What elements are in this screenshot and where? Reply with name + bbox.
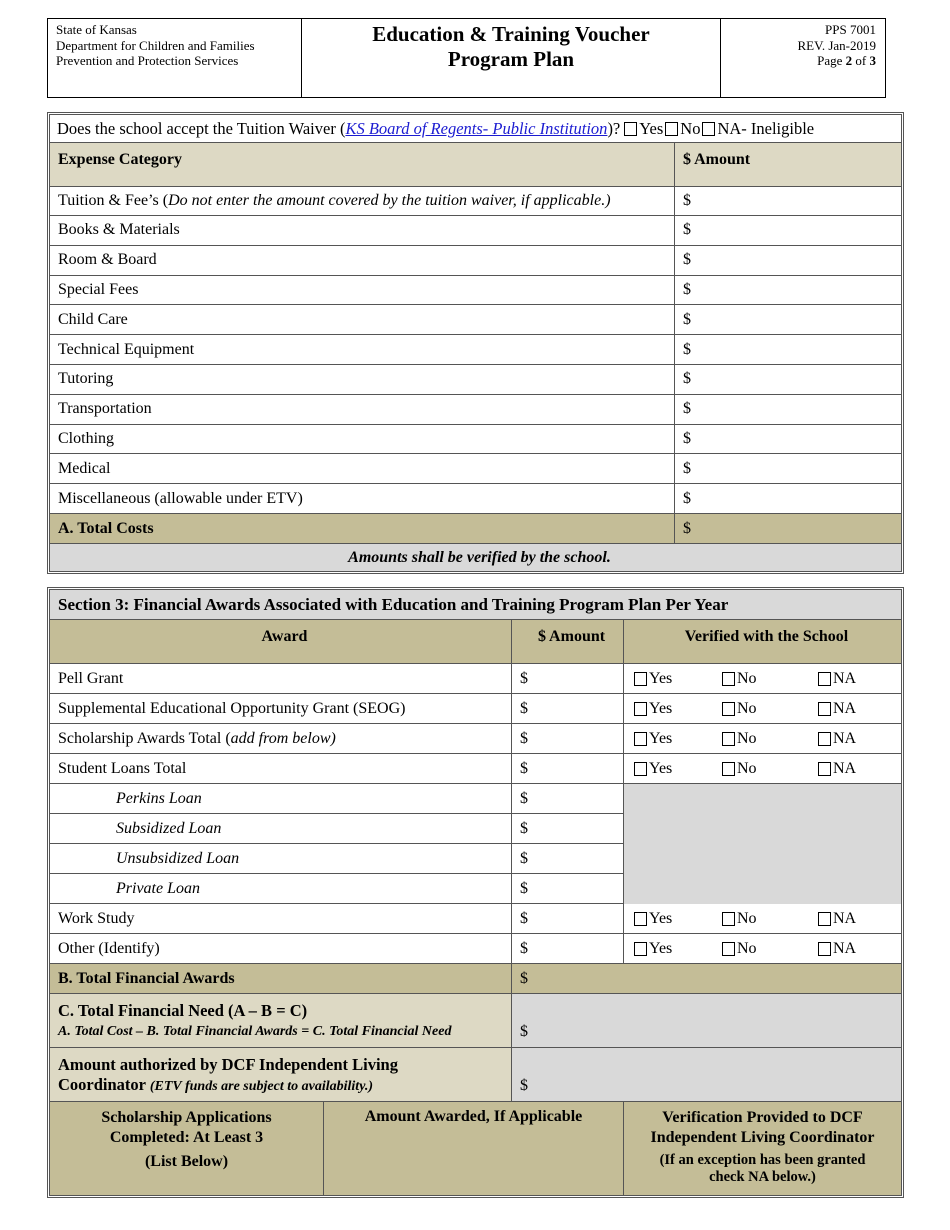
total-awards-field[interactable]: $: [511, 964, 623, 993]
verified-no-checkbox[interactable]: [722, 732, 735, 746]
awards-header-row: [50, 620, 901, 664]
verified-cell: [623, 934, 901, 963]
total-need-field[interactable]: $: [511, 994, 901, 1047]
verified-na-checkbox[interactable]: [818, 912, 831, 926]
authorized-line2: [58, 1075, 373, 1095]
verified-na-option: [818, 754, 856, 783]
verified-na-label: NA: [833, 669, 857, 687]
verified-yes-checkbox[interactable]: [634, 762, 647, 776]
expense-amount-field[interactable]: $: [674, 395, 901, 424]
award-amount-field[interactable]: $: [511, 844, 623, 874]
total-costs-field[interactable]: $: [674, 514, 901, 543]
waiver-na-checkbox[interactable]: [702, 122, 715, 136]
sch-col1-line2: Completed: At Least 3: [109, 1129, 264, 1146]
page-of: of: [852, 53, 870, 68]
form-meta: [721, 19, 885, 97]
title-line: Program Plan: [447, 47, 575, 71]
award-label: Perkins Loan: [50, 784, 511, 814]
verified-no-checkbox[interactable]: [722, 672, 735, 686]
verified-yes-label: Yes: [649, 909, 673, 927]
award-row-seog: [50, 694, 901, 724]
verified-na-option: [818, 724, 856, 753]
scholarship-header-row: [50, 1102, 901, 1195]
verified-no-option: [722, 754, 757, 783]
award-amount-field[interactable]: $: [511, 664, 623, 694]
award-row-other-identify: [50, 934, 901, 964]
award-label: Subsidized Loan: [50, 814, 511, 844]
award-label: Other (Identify): [50, 934, 511, 964]
verified-header: Verified with the School: [623, 620, 901, 663]
title-line: Education & Training Voucher: [372, 22, 650, 46]
verified-yes-checkbox[interactable]: [634, 912, 647, 926]
award-row-work-study: [50, 904, 901, 934]
verify-note-row: [50, 544, 901, 571]
authorized-label: [50, 1048, 511, 1101]
verify-note: Amounts shall be verified by the school.: [348, 548, 611, 566]
verified-yes-label: Yes: [649, 759, 673, 777]
need-title: C. Total Financial Need (A – B = C): [58, 1001, 308, 1020]
expense-row-tuition: [50, 187, 901, 216]
sch-col1-line1: Scholarship Applications: [101, 1109, 272, 1126]
verified-no-checkbox[interactable]: [722, 912, 735, 926]
expense-amount-field[interactable]: $: [674, 216, 901, 245]
scholarship-note: add from below): [230, 729, 336, 747]
verified-na-checkbox[interactable]: [818, 702, 831, 716]
expense-row: [50, 425, 901, 455]
waiver-no-checkbox[interactable]: [665, 122, 678, 136]
expense-row: [50, 365, 901, 395]
verified-na-label: NA: [833, 699, 857, 717]
verified-yes-label: Yes: [649, 669, 673, 687]
expense-amount-field[interactable]: $: [674, 425, 901, 454]
verified-cell: [623, 724, 901, 753]
authorized-note: (ETV funds are subject to availability.): [149, 1078, 374, 1094]
total-need-row: [50, 994, 901, 1048]
verified-no-option: [722, 664, 757, 693]
verified-na-label: NA: [833, 759, 857, 777]
award-row-pell-grant: [50, 664, 901, 694]
total-costs-row: [50, 514, 901, 544]
authorized-line1: Amount authorized by DCF Independent Living: [58, 1054, 398, 1074]
verified-no-checkbox[interactable]: [722, 942, 735, 956]
verified-na-checkbox[interactable]: [818, 732, 831, 746]
expense-amount-header: $ Amount: [674, 143, 901, 186]
verified-no-option: [722, 694, 757, 723]
verified-no-checkbox[interactable]: [722, 762, 735, 776]
expense-header-row: [50, 143, 901, 187]
award-label: Supplemental Educational Opportunity Grant (SEOG): [50, 694, 511, 724]
total-awards-empty: [623, 964, 901, 993]
scholarship-apps-header: [50, 1102, 323, 1195]
verified-na-label: NA: [833, 939, 857, 957]
waiver-no-label: No: [680, 118, 701, 138]
award-header: Award: [261, 628, 308, 645]
expense-label: Room & Board: [58, 251, 157, 269]
form-title: [302, 19, 721, 97]
award-amount-field[interactable]: $: [511, 754, 623, 784]
verified-cell: [623, 754, 901, 783]
award-amount-field[interactable]: $: [511, 904, 623, 934]
sch-col1-line3: (List Below): [144, 1153, 229, 1170]
tuition-note: Do not enter the amount covered by the tuition waiver, if applicable.): [168, 192, 611, 209]
verified-cell: [623, 694, 901, 723]
verified-yes-option: [634, 754, 672, 783]
scholarship-label-text: Scholarship Awards Total (: [58, 729, 231, 747]
question-suffix: )?: [607, 118, 621, 138]
verified-yes-option: [634, 694, 672, 723]
waiver-na-label: NA- Ineligible: [717, 118, 815, 138]
authorized-row: [50, 1048, 901, 1102]
verified-na-option: [818, 904, 856, 933]
verified-na-option: [818, 694, 856, 723]
award-row-student-loans-total: [50, 754, 901, 784]
expense-row: [50, 335, 901, 365]
award-amount-field[interactable]: $: [511, 694, 623, 724]
waiver-yes-checkbox[interactable]: [624, 122, 637, 136]
expense-amount-field[interactable]: $: [674, 305, 901, 334]
expense-row: [50, 395, 901, 425]
verified-no-label: No: [737, 759, 757, 777]
tuition-amount-field[interactable]: $: [674, 187, 901, 215]
expense-label: Technical Equipment: [58, 340, 195, 358]
question-text: Does the school accept the Tuition Waiver (: [57, 118, 346, 138]
expense-category-header: Expense Category: [58, 151, 182, 168]
agency-line: Department for Children and Families: [56, 37, 255, 53]
page-prefix: Page: [817, 53, 846, 68]
verified-no-label: No: [737, 729, 757, 747]
verified-na-checkbox[interactable]: [818, 762, 831, 776]
verified-no-option: [722, 724, 757, 753]
award-amount-field[interactable]: $: [511, 724, 623, 754]
verified-no-option: [722, 904, 757, 933]
verified-no-label: No: [737, 699, 757, 717]
total-awards-label: B. Total Financial Awards: [58, 969, 235, 987]
verified-na-label: NA: [833, 909, 857, 927]
verified-yes-option: [634, 904, 672, 933]
sch-col3-line3: (If an exception has been granted: [659, 1152, 866, 1168]
award-label: Private Loan: [50, 874, 511, 904]
award-label: Student Loans Total: [50, 754, 511, 784]
page-number: 2: [845, 53, 853, 68]
expense-row: [50, 276, 901, 306]
award-amount-header: $ Amount: [511, 620, 623, 663]
total-awards-row: [50, 964, 901, 994]
revision-date: REV. Jan-2019: [797, 37, 876, 53]
verified-no-checkbox[interactable]: [722, 702, 735, 716]
authorized-amount-field[interactable]: $: [511, 1048, 901, 1101]
verified-yes-label: Yes: [649, 939, 673, 957]
verified-yes-checkbox[interactable]: [634, 672, 647, 686]
total-costs-label: A. Total Costs: [58, 519, 154, 537]
verified-yes-label: Yes: [649, 699, 673, 717]
expense-row: [50, 484, 901, 514]
expense-amount-field[interactable]: $: [674, 276, 901, 305]
tuition-waiver-question: [50, 115, 901, 142]
verified-na-checkbox[interactable]: [818, 942, 831, 956]
award-amount-field[interactable]: $: [511, 874, 623, 904]
expense-label: Miscellaneous (allowable under ETV): [58, 489, 303, 507]
verified-na-checkbox[interactable]: [818, 672, 831, 686]
expense-amount-field[interactable]: $: [674, 365, 901, 394]
need-formula: A. Total Cost – B. Total Financial Awards = C. Total Financial Need: [58, 1024, 452, 1039]
page-indicator: [721, 53, 876, 69]
expense-amount-field[interactable]: $: [674, 335, 901, 364]
verified-yes-label: Yes: [649, 729, 673, 747]
form-header: [47, 18, 886, 98]
tuition-waiver-row: [50, 115, 901, 143]
agency-block: [48, 19, 302, 97]
expense-label: Medical: [58, 459, 111, 477]
verified-na-label: NA: [833, 729, 857, 747]
expense-row: [50, 216, 901, 246]
sch-col3-line4: check NA below.): [709, 1169, 816, 1185]
amount-awarded-header: Amount Awarded, If Applicable: [323, 1102, 623, 1195]
expense-label: Transportation: [58, 400, 152, 418]
agency-line: Prevention and Protection Services: [56, 53, 239, 68]
verified-yes-option: [634, 724, 672, 753]
verification-header: [623, 1102, 901, 1195]
section3-title: Section 3: Financial Awards Associated with Education and Training Program Plan Per Year: [58, 594, 729, 614]
verified-na-option: [818, 664, 856, 693]
expense-row: [50, 305, 901, 335]
verified-yes-option: [634, 934, 672, 963]
verified-na-option: [818, 934, 856, 963]
agency-line: State of Kansas: [56, 22, 137, 37]
award-label: Unsubsidized Loan: [50, 844, 511, 874]
award-amount-field[interactable]: $: [511, 814, 623, 844]
expense-amount-field[interactable]: $: [674, 454, 901, 483]
verified-cell: [623, 904, 901, 933]
sch-col3-line2: Independent Living Coordinator: [650, 1129, 875, 1146]
total-need-label: [50, 994, 511, 1047]
verified-no-label: No: [737, 909, 757, 927]
award-amount-field[interactable]: $: [511, 934, 623, 964]
expense-row: [50, 246, 901, 276]
waiver-yes-label: Yes: [639, 118, 664, 138]
verified-yes-checkbox[interactable]: [634, 732, 647, 746]
award-label: [50, 724, 511, 754]
verified-no-label: No: [737, 939, 757, 957]
expense-label: Special Fees: [58, 280, 139, 298]
verified-yes-option: [634, 664, 672, 693]
loan-subrows-shade: [623, 784, 901, 904]
expense-label: Books & Materials: [58, 221, 180, 239]
verified-yes-checkbox[interactable]: [634, 702, 647, 716]
award-row-scholarship-awards-total: [50, 724, 901, 754]
expense-amount-field[interactable]: $: [674, 246, 901, 275]
verified-no-option: [722, 934, 757, 963]
award-amount-field[interactable]: $: [511, 784, 623, 814]
expense-label: Child Care: [58, 310, 128, 328]
expense-label: Tutoring: [58, 370, 114, 388]
form-number: PPS 7001: [825, 22, 876, 37]
verified-no-label: No: [737, 669, 757, 687]
expense-table: [47, 112, 904, 574]
verified-yes-checkbox[interactable]: [634, 942, 647, 956]
expense-amount-field[interactable]: $: [674, 484, 901, 513]
tuition-label: [50, 187, 674, 215]
expense-row: [50, 454, 901, 484]
financial-awards-table: [47, 587, 904, 1198]
expense-label: Clothing: [58, 429, 115, 447]
sch-col3-line1: Verification Provided to DCF: [662, 1109, 863, 1126]
page-total: 3: [869, 53, 876, 68]
tuition-label-text: Tuition & Fee’s (: [58, 192, 169, 209]
ks-board-of-regents-link[interactable]: KS Board of Regents- Public Institution: [345, 118, 608, 138]
verified-cell: [623, 664, 901, 693]
award-label: Work Study: [50, 904, 511, 934]
section3-title-row: [50, 590, 901, 620]
authorized-line2-text: Coordinator: [58, 1074, 150, 1094]
award-label: Pell Grant: [50, 664, 511, 694]
